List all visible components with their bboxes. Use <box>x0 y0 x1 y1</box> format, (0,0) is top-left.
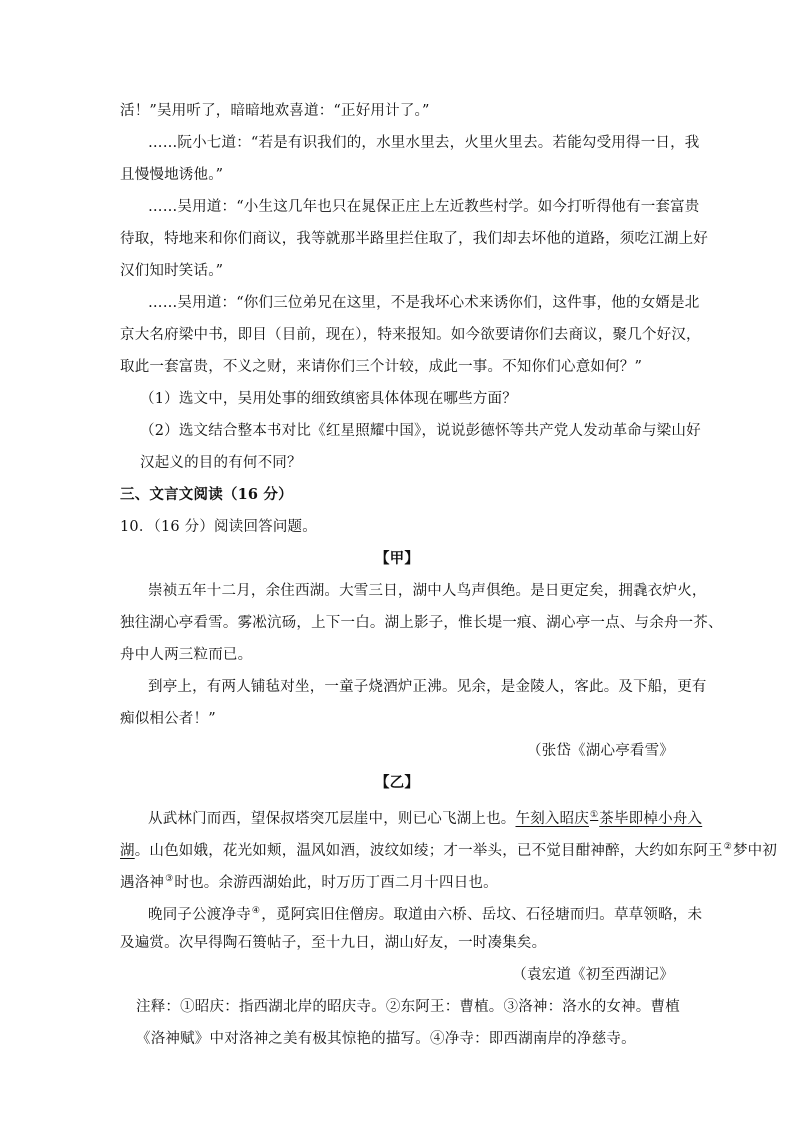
yi-text: 晚同子公渡净寺 <box>148 907 251 923</box>
jia-line: 崇祯五年十二月，余住西湖。大雪三日，湖中人鸟声俱绝。是日更定矣，拥毳衣炉火， <box>148 583 707 599</box>
passage-line: ……吴用道：“小生这几年也只在晁保正庄上左近教些村学。如今打听得他有一套富贵 <box>148 199 700 215</box>
yi-line <box>148 901 702 925</box>
passage-yi-title: 【乙】 <box>374 774 420 791</box>
notes-line: 《洛神赋》中对洛神之美有极其惊艳的描写。④净寺：即西湖南岸的净慈寺。 <box>136 1031 636 1047</box>
yi-source: （袁宏道《初至西湖记》 <box>512 967 674 983</box>
question-9-1: （1）选文中，吴用处事的细致缜密具体体现在哪些方面？ <box>140 391 517 407</box>
passage-line: 京大名府梁中书，即目（目前，现在），特来报知。如今欲要请你们去商议，聚几个好汉， <box>120 327 701 343</box>
question-9-2: （2）选文结合整本书对比《红星照耀中国》，说说彭德怀等共产党人发动革命与梁山好 <box>140 423 701 439</box>
passage-jia-title: 【甲】 <box>374 550 420 567</box>
note-marker-2: ② <box>723 842 732 852</box>
jia-line: 独往湖心亭看雪。雾凇沆砀，上下一白。湖上影子，惟长堤一痕、湖心亭一点、与余舟一芥、 <box>120 615 723 631</box>
yi-text: 遇洛神 <box>120 875 165 891</box>
yi-text: 梦中初 <box>732 843 778 859</box>
yi-underlined-text: 茶毕即棹小舟入 <box>599 811 703 827</box>
yi-line <box>120 869 498 893</box>
yi-underlined-text: 湖 <box>120 843 135 859</box>
yi-text: 。山色如娥，花光如颊，温风如酒，波纹如绫；才一举头，已不觉目酣神醉，大约如东阿王 <box>134 843 723 859</box>
yi-underlined-text: 午刻入昭庆 <box>515 811 589 827</box>
notes-line: 注释：①昭庆：指西湖北岸的昭庆寺。②东阿王：曹植。③洛神：洛水的女神。曹植 <box>136 999 680 1015</box>
note-marker-3: ③ <box>165 874 174 884</box>
jia-line: 痴似相公者！” <box>120 711 216 727</box>
question-9-2-cont: 汉起义的目的有何不同？ <box>140 455 302 471</box>
passage-line: 活！”吴用听了，暗暗地欢喜道：“正好用计了。” <box>120 103 430 119</box>
note-marker-4: ④ <box>251 906 261 916</box>
passage-line: 取此一套富贵，不义之财，来请你们三个计较，成此一事。不知你们心意如何？” <box>120 359 643 375</box>
yi-text: 从武林门而西，望保叔塔突兀层崖中，则已心飞湖上也。 <box>148 811 516 827</box>
note-marker-1: ① <box>590 810 599 820</box>
jia-line: 舟中人两三粒而已。 <box>120 647 253 663</box>
jia-source: （张岱《湖心亭看雪》 <box>527 743 674 759</box>
passage-line: 汉们知时笑话。” <box>120 263 224 279</box>
passage-line: ……阮小七道：“若是有识我们的，水里水里去，火里火里去。若能勾受用得一日，我 <box>148 135 700 151</box>
yi-text: ，觅阿宾旧住僧房。取道由六桥、岳坟、石径塘而归。草草领略，未 <box>261 907 703 923</box>
passage-line: 且慢慢地诱他。” <box>120 167 224 183</box>
yi-line <box>148 805 702 829</box>
section-heading: 三、文言文阅读（16 分） <box>120 486 293 503</box>
jia-line: 到亭上，有两人铺毡对坐，一童子烧酒炉正沸。见余，是金陵人，客此。及下船，更有 <box>148 679 707 695</box>
question-10-stem: 10．（16 分）阅读回答问题。 <box>120 519 317 535</box>
yi-line: 及遍赏。次早得陶石篑帖子，至十九日，湖山好友，一时凑集矣。 <box>120 935 547 951</box>
yi-text: 时也。余游西湖始此，时万历丁酉二月十四日也。 <box>174 875 498 891</box>
passage-line: ……吴用道：“你们三位弟兄在这里，不是我坏心术来诱你们，这件事，他的女婿是北 <box>148 295 700 311</box>
passage-line: 待取，特地来和你们商议，我等就那半路里拦住取了，我们却去坏他的道路，须吃江湖上好 <box>120 231 708 247</box>
yi-line <box>120 837 777 861</box>
